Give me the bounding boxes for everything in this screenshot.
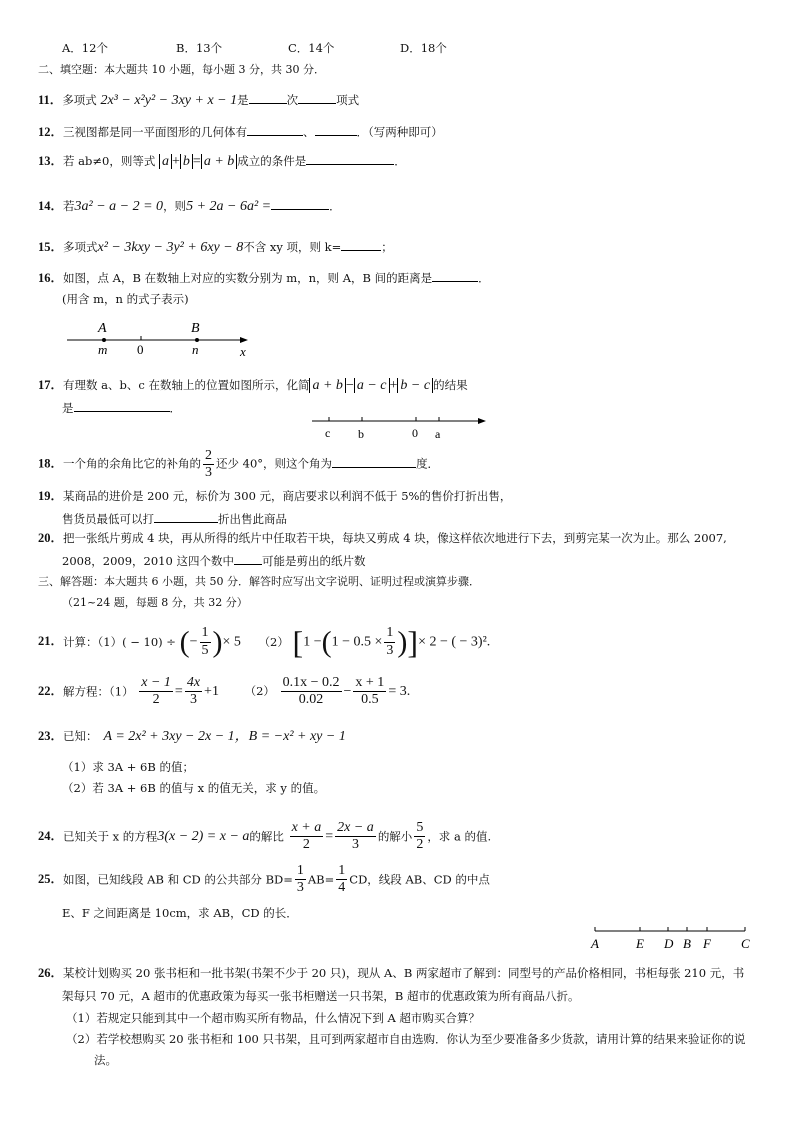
q13-blank: [306, 153, 394, 165]
q17-label-zero: 0: [412, 426, 418, 440]
question-18: 18．一个角的余角比它的补角的 $\frac{2}{3}$ 还少 40°，则这个角为 度．: [38, 448, 440, 481]
q20-line-2: 2008，2009，2010 这四个数中 可能是剪出的纸片数: [62, 554, 366, 568]
q25-label-D: D: [664, 936, 674, 951]
q17-label-c: c: [325, 426, 331, 440]
q25-label-F: F: [703, 936, 711, 951]
q17-number-line: [308, 412, 494, 442]
q26-line-2: 架每只 70 元，A 超市的优惠政策为每买一张书柜赠送一只书架，B 超市的优惠政策为所有商品八折。: [62, 989, 580, 1003]
q25-label-C: C: [741, 936, 750, 951]
q16-label-A: A: [98, 321, 107, 336]
q25-label-A: A: [591, 936, 599, 951]
question-26: 26．某校计划购买 20 张书柜和一批书架(书架不少于 20 只)，现从 A、B 两家超市了解到：同型号的产品价格相同，书柜每张 210 元，书: [38, 966, 745, 980]
q25-line-2: E、F 之间距离是 10cm，求 AB，CD 的长．: [62, 906, 298, 920]
question-19: 19．某商品的进价是 200 元，标价为 300 元，商店要求以利润不低于 5%的售价打折出售，: [38, 489, 512, 503]
q26-part-1: （1）若规定只能到其中一个超市购买所有物品，什么情况下到 A 超市购买合算？: [66, 1011, 480, 1025]
q26-part-2: （2）若学校想购买 20 张书柜和 100 只书架，且可到两家超市自由选购．你认为至少要准备多少货款，请用计算的结果来验证你的说: [66, 1032, 746, 1046]
question-14: 14．若3a² − a − 2 = 0，则5 + 2a − 6a² = ．: [38, 199, 341, 214]
q18-blank: [332, 456, 416, 468]
q23-part-1: （1）求 3A + 6B 的值；: [62, 760, 194, 774]
option-d: D．18个: [400, 41, 447, 55]
option-c: C．14个: [288, 41, 335, 55]
q17-line-2: 是 ．: [62, 401, 181, 415]
q17-blank: [74, 400, 170, 412]
q15-blank: [341, 239, 381, 251]
q19-line-2: 售货员最低可以打 折出售此商品: [62, 512, 287, 526]
q16-blank: [432, 270, 478, 282]
question-24: 24．已知关于 x 的方程3(x − 2) = x − a的解比 $\frac{x + a}{2}$ = $\frac{2x - a}{3}$ 的解小 $\frac{5}{2}$ ，求 a 的值.: [38, 820, 492, 853]
q25-label-E: E: [636, 936, 644, 951]
q12-blank-1: [247, 124, 303, 136]
q17-label-a: a: [435, 427, 441, 441]
q16-label-zero: 0: [137, 342, 144, 357]
question-13: 13．若 ab≠0，则等式 a + b = a + b 成立的条件是 ．: [38, 154, 406, 169]
q11-expression: 2x³ − x²y² − 3xy + x − 1: [100, 93, 238, 108]
section-3-heading: 三、解答题：本大题共 6 小题，共 50 分．解答时应写出文字说明、证明过程或演算步骤．: [38, 575, 480, 588]
question-15: 15．多项式x² − 3kxy − 3y² + 6xy − 8不含 xy 项，则 k= ；: [38, 240, 393, 255]
question-12: 12．三视图都是同一平面图形的几何体有 、 ．（写两种即可）: [38, 125, 443, 139]
q11-blank-1: [249, 92, 287, 104]
q25-label-B: B: [683, 936, 691, 951]
option-a: A．12个: [62, 41, 108, 55]
question-16: 16．如图，点 A，B 在数轴上对应的实数分别为 m，n，则 A，B 间的距离是 ．: [38, 271, 490, 285]
question-23: 23．已知： A = 2x² + 3xy − 2x − 1，B = −x² + xy − 1: [38, 729, 346, 744]
q16-label-B: B: [191, 321, 200, 336]
q19-blank: [154, 511, 218, 523]
question-25: 25．如图，已知线段 AB 和 CD 的公共部分 BD= $\frac{1}{3}$ AB= $\frac{1}{4}$ CD，线段 AB、CD 的中点: [38, 863, 490, 896]
section-2-heading: 二、填空题：本大题共 10 小题，每小题 3 分，共 30 分．: [38, 63, 325, 76]
q25-segment-diagram: [588, 924, 758, 954]
q11-blank-2: [298, 92, 336, 104]
section-3-note: （21~24 题，每题 8 分，共 32 分）: [62, 596, 248, 609]
q16-label-m: m: [98, 342, 108, 357]
q16-label-n: n: [192, 342, 199, 357]
q23-part-2: （2）若 3A + 6B 的值与 x 的值无关，求 y 的值。: [62, 781, 326, 795]
q16-number-line: [62, 316, 262, 358]
question-11: 11．多项式 2x³ − x²y² − 3xy + x − 1是 次 项式: [38, 93, 360, 108]
question-20: 20．把一张纸片剪成 4 块，再从所得的纸片中任取若干块，每块又剪成 4 块，像这样依次地进行下去，到剪完某一次为止。那么 2007,: [38, 531, 727, 545]
q20-blank: [234, 553, 262, 565]
q12-blank-2: [315, 124, 357, 136]
q14-blank: [271, 198, 329, 210]
question-17: 17．有理数 a、b、c 在数轴上的位置如图所示，化简 a + b − a − c + b − c 的结果: [38, 378, 468, 393]
q16-label-x: x: [240, 344, 246, 358]
q17-label-b: b: [358, 427, 364, 441]
q16-note: (用含 m，n 的式子表示): [62, 292, 189, 306]
question-21: 21．计算：（1）( − 10) ÷ (− $\frac{1}{5}$ )× 5 （2） [1 −(1 − 0.5 × $\frac{1}{3}$ )]× 2 − ( − 3)².: [38, 624, 491, 660]
question-22: 22．解方程：（1） $\frac{x - 1}{2}$ = $\frac{4x}{3}$ +1 （2） $\frac{0.1x - 0.2}{0.02}$ − $\frac{x + 1}{0.5}$ = 3.: [38, 675, 411, 708]
option-b: B．13个: [176, 41, 223, 55]
q26-part-2-end: 法。: [94, 1053, 117, 1067]
